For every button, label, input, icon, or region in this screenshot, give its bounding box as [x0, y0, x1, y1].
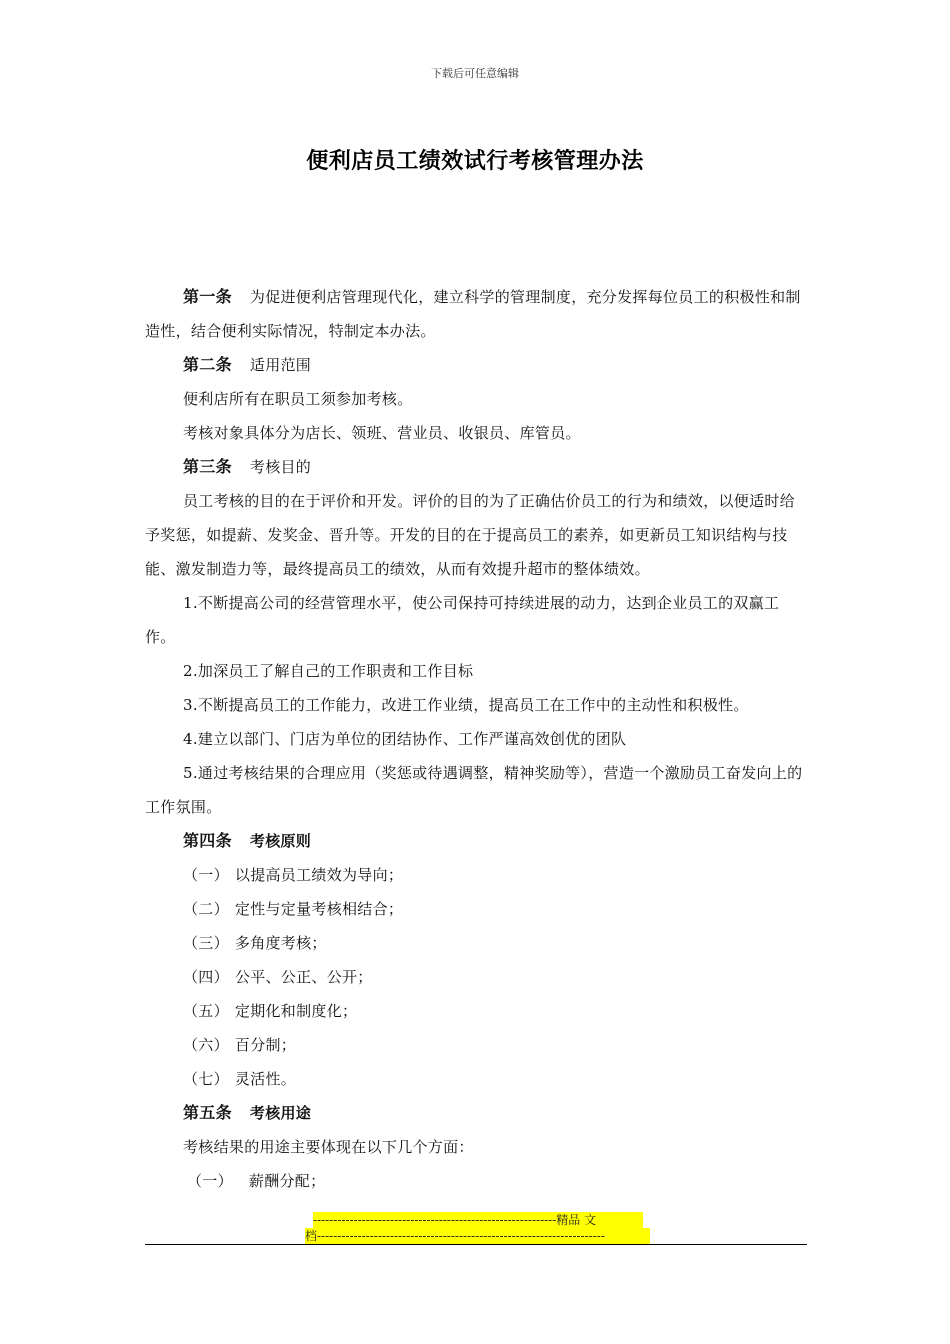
footer-watermark — [305, 1212, 650, 1244]
principle-text: 灵活性。 — [234, 1070, 297, 1088]
article-3-item: 5.通过考核结果的合理应用（奖惩或待遇调整，精神奖励等），营造一个激励员工奋发向上的工作氛围。 — [145, 764, 803, 816]
principle-number: （七） — [183, 1070, 229, 1088]
principle-item — [145, 926, 807, 960]
usage-number: （一） — [187, 1172, 233, 1190]
header-note: 下载后可任意编辑 — [431, 67, 519, 80]
article-2-para-1: 便利店所有在职员工须参加考核。 — [183, 390, 413, 408]
article-1-label: 第一条 — [183, 287, 232, 306]
article-5-para-1: 考核结果的用途主要体现在以下几个方面： — [183, 1138, 474, 1156]
article-3-heading — [145, 450, 807, 484]
principle-number: （三） — [183, 934, 229, 952]
principle-number: （四） — [183, 968, 229, 986]
principle-item — [145, 858, 807, 892]
principle-text: 多角度考核； — [234, 934, 327, 952]
usage-text: 薪酬分配； — [248, 1172, 326, 1190]
footer-line-2: 档----------------------------------------------------------------------- — [305, 1228, 650, 1244]
article-4-heading — [145, 824, 807, 858]
article-2-heading — [145, 348, 807, 382]
article-3-item: 1.不断提高公司的经营管理水平，使公司保持可持续进展的动力，达到企业员工的双赢工作。 — [145, 594, 780, 646]
article-2-title: 适用范围 — [249, 356, 312, 374]
article-3-label: 第三条 — [183, 457, 232, 476]
article-3-title: 考核目的 — [249, 458, 312, 476]
principle-item — [145, 1062, 807, 1096]
article-1 — [145, 280, 807, 348]
article-4-label: 第四条 — [183, 831, 232, 850]
footer-line-1: ------------------------------------------------------------精品 文 — [313, 1212, 643, 1228]
article-3-item: 2.加深员工了解自己的工作职责和工作目标 — [183, 662, 474, 680]
footer-divider — [145, 1244, 807, 1245]
article-5-title: 考核用途 — [249, 1104, 312, 1122]
article-3-item: 4.建立以部门、门店为单位的团结协作、工作严谨高效创优的团队 — [183, 730, 627, 748]
principle-number: （六） — [183, 1036, 229, 1054]
principle-text: 定性与定量考核相结合； — [234, 900, 404, 918]
principle-number: （五） — [183, 1002, 229, 1020]
principle-number: （二） — [183, 900, 229, 918]
usage-item — [145, 1164, 807, 1198]
article-2-para-2: 考核对象具体分为店长、领班、营业员、收银员、库管员。 — [183, 424, 581, 442]
document-body — [145, 280, 807, 1198]
principle-text: 以提高员工绩效为导向； — [234, 866, 404, 884]
principle-text: 定期化和制度化； — [234, 1002, 358, 1020]
article-2-label: 第二条 — [183, 355, 232, 374]
principle-item — [145, 892, 807, 926]
article-3-item: 3.不断提高员工的工作能力，改进工作业绩，提高员工在工作中的主动性和积极性。 — [183, 696, 749, 714]
article-5-heading — [145, 1096, 807, 1130]
principle-text: 百分制； — [234, 1036, 297, 1054]
article-5-label: 第五条 — [183, 1103, 232, 1122]
principle-item — [145, 1028, 807, 1062]
article-1-text: 为促进便利店管理现代化，建立科学的管理制度，充分发挥每位员工的积极性和制造性，结合便利实际情况，特制定本办法。 — [145, 288, 801, 340]
principle-number: （一） — [183, 866, 229, 884]
document-title: 便利店员工绩效试行考核管理办法 — [306, 149, 644, 174]
principle-item — [145, 960, 807, 994]
principle-item — [145, 994, 807, 1028]
article-4-title: 考核原则 — [249, 832, 312, 850]
article-3-para-1: 员工考核的目的在于评价和开发。评价的目的为了正确估价员工的行为和绩效，以便适时给予奖惩，如提薪、发奖金、晋升等。开发的目的在于提高员工的素养，如更新员工知识结构与技能、激发制造力等，最终提高员工的绩效，从而有效提升超市的整体绩效。 — [145, 492, 796, 578]
principle-text: 公平、公正、公开； — [234, 968, 373, 986]
